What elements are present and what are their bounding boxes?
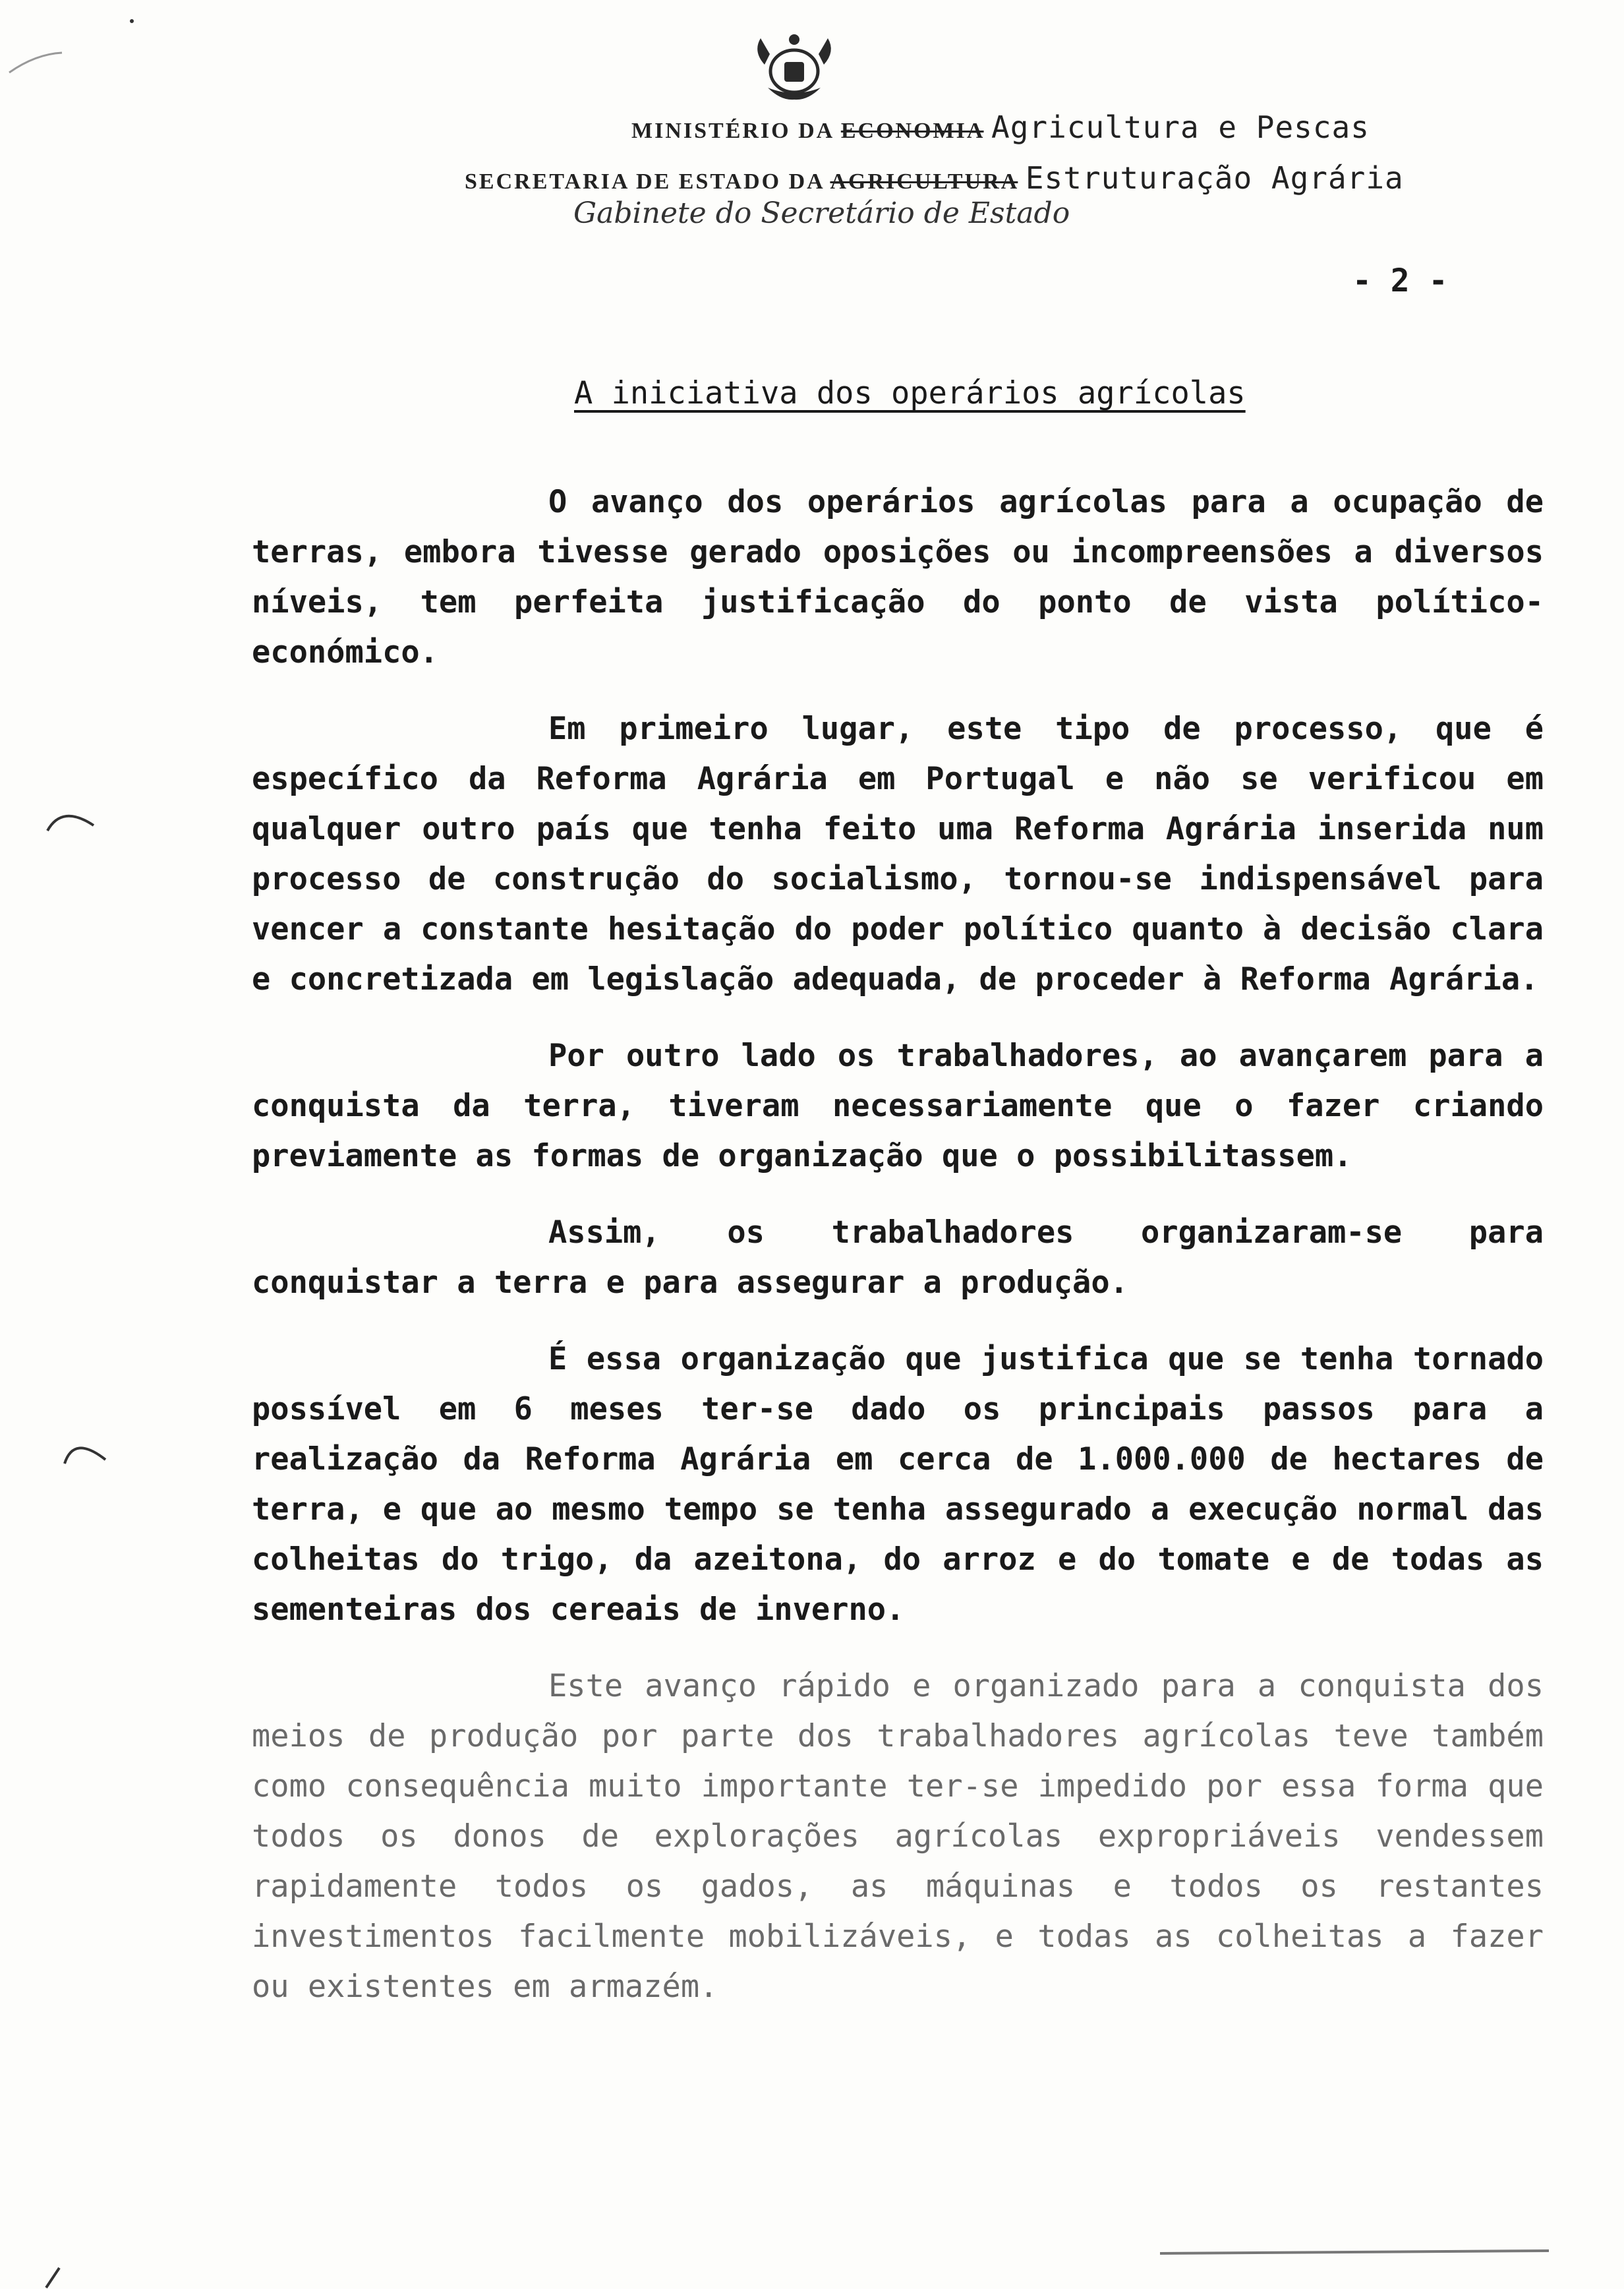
ministry-prefix: MINISTÉRIO DA xyxy=(631,119,834,143)
paragraph: Assim, os trabalhadores organizaram-se para conquistar a terra e para assegurar a produção. xyxy=(252,1214,1544,1301)
paragraph: É essa organização que justifica que se tenha tornado possível em 6 meses ter-se dado os principais passos para a realização da Reforma Agrária em cerca de 1.000.000 de hectares de terra, e que ao mesmo tempo se tenha assegurado a execução normal das colheitas do trigo, da azeitona, do arroz e do tomate e de todas as sementeiras dos cereais de inverno. xyxy=(252,1341,1544,1628)
ministry-name: Agricultura e Pescas xyxy=(991,109,1370,145)
ministry-struck-word: ECONOMIA xyxy=(840,119,984,143)
paragraph: Este avanço rápido e organizado para a conquista dos meios de produção por parte dos trabalhadores agrícolas teve também como consequência muito importante ter-se impedido por essa forma que todos os donos de explorações agrícolas expropriáveis vendessem rapidamente todos os gados, as máquinas e todos os restantes investimentos facilmente mobilizáveis, e todas as colheitas a fazer ou existentes em armazém. xyxy=(252,1668,1544,2005)
paragraph: O avanço dos operários agrícolas para a ocupação de terras, embora tivesse gerado oposições ou incompreensões a diversos níveis, tem perfeita justificação do ponto de vista político-económico. xyxy=(252,484,1544,670)
cabinet-line: Gabinete do Secretário de Estado xyxy=(573,196,1070,230)
secretariat-prefix: SECRETARIA DE ESTADO DA xyxy=(465,169,824,194)
secretariat-name: Estruturação Agrária xyxy=(1025,160,1404,196)
paragraph: Por outro lado os trabalhadores, ao avançarem para a conquista da terra, tiveram necessariamente que o fazer criando previamente as formas de organização que o possibilitassem. xyxy=(252,1038,1544,1174)
secretariat-struck-word: AGRICULTURA xyxy=(830,169,1018,194)
page-number: - 2 - xyxy=(1352,262,1448,299)
document-title: A iniciativa dos operários agrícolas xyxy=(574,375,1246,411)
paragraph: Em primeiro lugar, este tipo de processo, que é específico da Reforma Agrária em Portugal e não se verificou em qualquer outro país que tenha feito uma Reforma Agrária inserida num processo de construção do socialismo, tornou-se indispensável para vencer a constante hesitação do poder político quanto à decisão clara e concretizada em legislação adequada, de proceder à Reforma Agrária. xyxy=(252,711,1544,997)
